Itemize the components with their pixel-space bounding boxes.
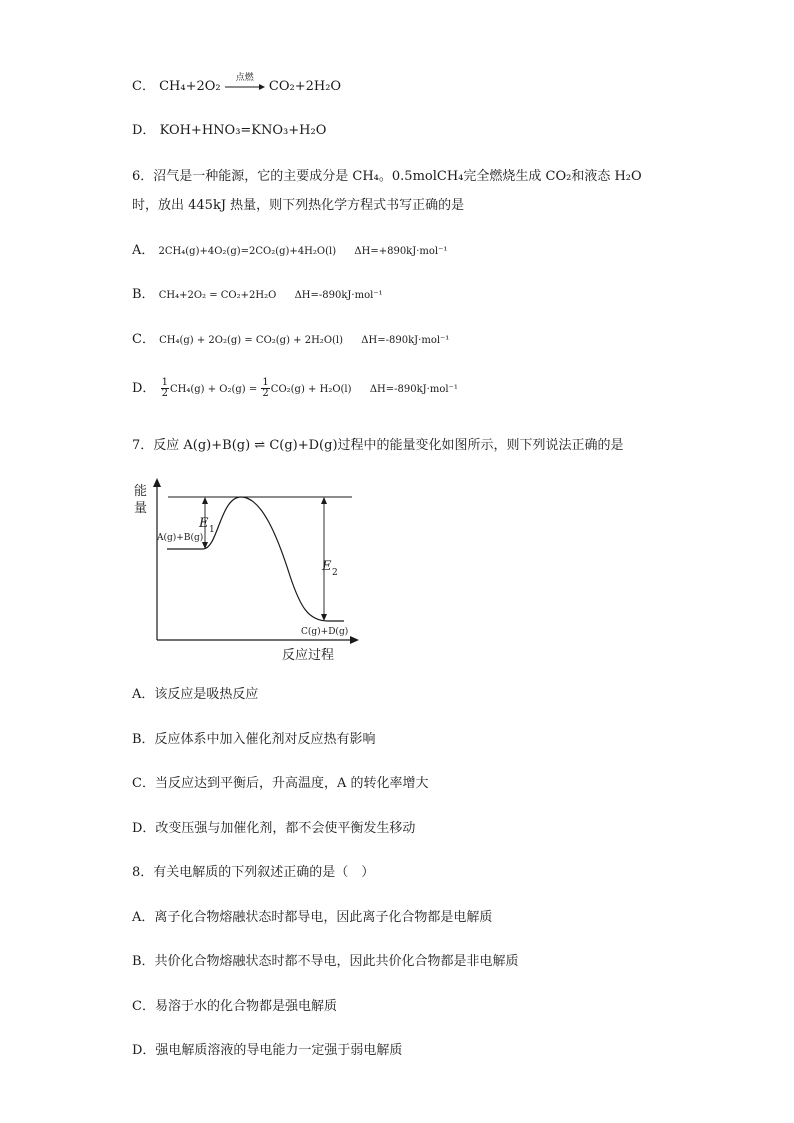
energy-profile-diagram: [134, 478, 360, 668]
q5-option-c: [132, 72, 342, 96]
e1-label: E: [199, 516, 209, 531]
q5-option-c-letter: C．: [132, 79, 155, 94]
reactant-label: A(g)+B(g): [157, 533, 204, 543]
e2-label: E: [322, 559, 332, 574]
equation-part2: CO₂(g) + H₂O(l): [270, 384, 352, 395]
q7-option-a: A．该反应是吸热反应: [132, 687, 259, 702]
x-axis-label: 反应过程: [282, 648, 335, 663]
enthalpy: ΔH=+890kJ·mol⁻¹: [354, 246, 448, 257]
q8-option-a: A．离子化合物熔融状态时都导电，因此离子化合物都是电解质: [132, 910, 493, 925]
q5-option-d-letter: D．: [132, 123, 156, 138]
q8-option-c: C．易溶于水的化合物都是强电解质: [132, 999, 337, 1014]
equation-part1: CH₄(g) + O₂(g) =: [169, 384, 261, 395]
q7-option-b: B．反应体系中加入催化剂对反应热有影响: [132, 732, 376, 747]
enthalpy: ΔH=-890kJ·mol⁻¹: [294, 290, 383, 301]
equation: CH₄+2O₂ = CO₂+2H₂O: [158, 290, 277, 301]
q6-stem-line1: 6．沼气是一种能源，它的主要成分是 CH₄。0.5molCH₄完全燃烧生成 CO₂和液态 H₂O: [132, 169, 642, 184]
reaction-arrow: [225, 72, 265, 93]
equation: CH₄(g) + 2O₂(g) = CO₂(g) + 2H₂O(l): [159, 335, 344, 346]
x-axis-arrow-icon: [350, 636, 359, 644]
q6-option-d: [132, 378, 458, 399]
fraction-half: $\frac{1}{2}$: [262, 377, 269, 399]
q5-option-c-lhs: CH₄+2O₂: [159, 79, 221, 94]
equation: 2CH₄(g)+4O₂(g)=2CO₂(g)+4H₂O(l): [158, 246, 337, 257]
q6-option-b: [132, 286, 383, 305]
fraction-half: $\frac{1}{2}$: [161, 377, 168, 399]
energy-curve: [167, 497, 344, 621]
q7-option-d: D．改变压强与加催化剂，都不会使平衡发生移动: [132, 821, 416, 836]
q7-stem: 7．反应 A(g)+B(g) ⇌ C(g)+D(g)过程中的能量变化如图所示，则下列说法正确的是: [132, 438, 624, 453]
e1-subscript: 1: [209, 525, 215, 535]
enthalpy: ΔH=-890kJ·mol⁻¹: [369, 384, 458, 395]
q8-stem: 8．有关电解质的下列叙述正确的是（ ）: [132, 865, 375, 880]
q8-option-b: B．共价化合物熔融状态时都不导电，因此共价化合物都是非电解质: [132, 954, 519, 969]
option-letter: A．: [132, 243, 155, 258]
e2-subscript: 2: [332, 568, 338, 578]
q7-option-c: C．当反应达到平衡后，升高温度，A 的转化率增大: [132, 776, 429, 791]
q6-option-c: [132, 331, 449, 350]
y-axis-label-2: 量: [134, 501, 148, 516]
enthalpy: ΔH=-890kJ·mol⁻¹: [361, 335, 450, 346]
product-label: C(g)+D(g): [301, 627, 349, 637]
q6-option-a: [132, 242, 447, 261]
e1-arrow-up-icon: [202, 497, 208, 504]
e2-arrow-up-icon: [321, 497, 327, 504]
y-axis-arrow-icon: [153, 478, 161, 487]
y-axis-label-1: 能: [134, 484, 148, 499]
option-letter: B．: [132, 287, 155, 302]
q5-option-d-eq: KOH+HNO₃=KNO₃+H₂O: [159, 123, 327, 138]
q6-stem-line2: 时，放出 445kJ 热量，则下列热化学方程式书写正确的是: [132, 198, 465, 213]
q5-option-c-rhs: CO₂+2H₂O: [268, 79, 342, 94]
option-letter: C．: [132, 332, 155, 347]
q5-option-d: [132, 122, 326, 140]
q8-option-d: D．强电解质溶液的导电能力一定强于弱电解质: [132, 1043, 403, 1058]
reaction-condition: 点燃: [235, 72, 254, 83]
option-letter: D．: [132, 381, 156, 396]
